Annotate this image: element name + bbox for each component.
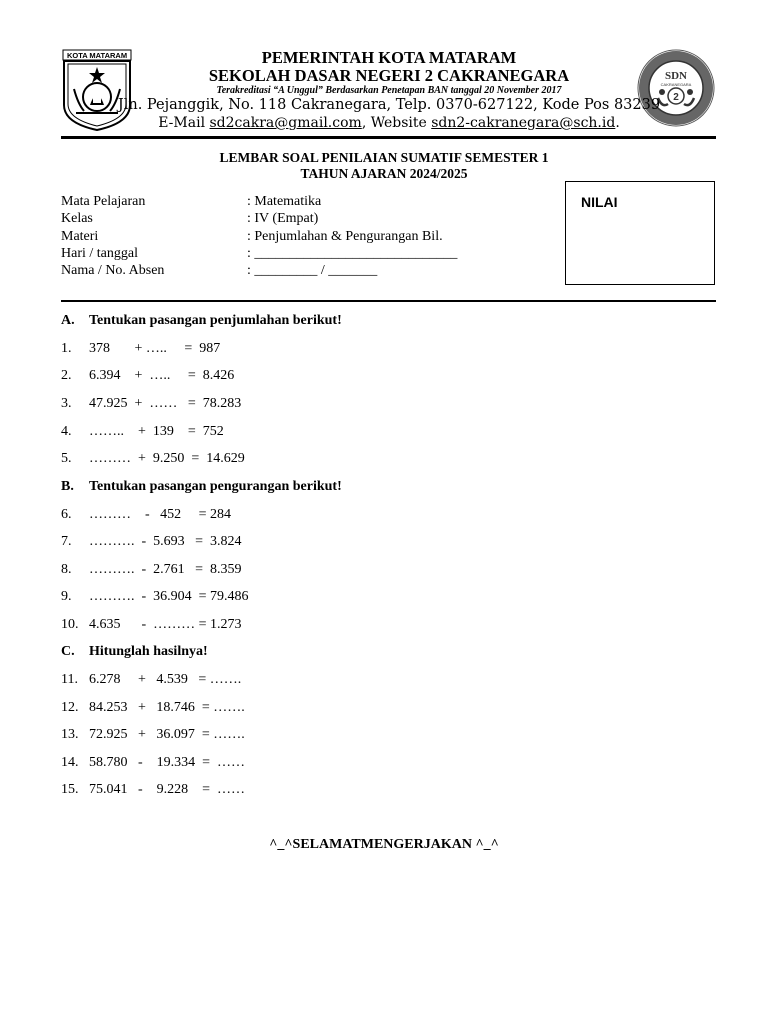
header-line-2: SEKOLAH DASAR NEGERI 2 CAKRANEGARA: [208, 66, 570, 85]
question-number: 2.: [61, 368, 72, 383]
section-instruction: Tentukan pasangan pengurangan berikut!: [89, 479, 342, 494]
header-divider: [61, 136, 716, 139]
logo-right-num: 2: [673, 92, 679, 103]
info-label: Mata Pelajaran: [61, 194, 146, 209]
logo-left-text: KOTA MATARAM: [66, 51, 128, 60]
question-number: 7.: [61, 534, 72, 549]
contact-line: [10, 115, 768, 131]
info-label: Kelas: [61, 211, 93, 227]
question-text: …….. + 139 = 752: [89, 424, 224, 439]
question-number: 13.: [61, 727, 79, 742]
address-text: Jln. Pejanggik, No. 118 Cakranegara, Telp. 0370-627122, Kode Pos 83239: [117, 97, 661, 113]
logo-right-sub: CAKRANEGARA: [660, 82, 692, 87]
section-letter: C.: [61, 644, 75, 659]
question-text: 47.925 + …… = 78.283: [89, 396, 242, 411]
question-number: 12.: [61, 700, 79, 715]
header-line-1: PEMERINTAH KOTA MATARAM: [261, 48, 517, 67]
question-text: 6.394 + ….. = 8.426: [89, 368, 235, 383]
info-value: : Matematika: [247, 194, 322, 209]
question-number: 4.: [61, 424, 72, 439]
question-number: 15.: [61, 782, 79, 797]
question-number: 8.: [61, 562, 72, 577]
info-label: Materi: [61, 228, 99, 244]
section-instruction: Tentukan pasangan penjumlahan berikut!: [89, 313, 342, 328]
website-link[interactable]: sdn2-cakranegara@sch.id: [431, 115, 616, 131]
info-value: : Penjumlahan & Pengurangan Bil.: [247, 228, 443, 244]
name-field[interactable]: : _________ / _______: [247, 263, 378, 279]
question-text: 72.925 + 36.097 = …….: [89, 727, 245, 742]
question-number: 14.: [61, 755, 79, 770]
question-text: 58.780 - 19.334 = ……: [89, 755, 246, 770]
question-text: 6.278 + 4.539 = …….: [89, 672, 242, 687]
closing-message: ^_^SELAMATMENGERJAKAN ^_^: [269, 837, 499, 852]
question-text: ………. - 36.904 = 79.486: [89, 589, 249, 604]
sheet-title: LEMBAR SOAL PENILAIAN SUMATIF SEMESTER 1: [219, 150, 549, 165]
question-text: ……… + 9.250 = 14.629: [89, 451, 245, 466]
question-number: 1.: [61, 341, 72, 356]
question-number: 11.: [61, 672, 78, 687]
question-text: ………. - 5.693 = 3.824: [89, 534, 242, 549]
info-value: : IV (Empat): [247, 211, 319, 227]
website-label: , Website: [361, 115, 432, 131]
email-link[interactable]: sd2cakra@gmail.com: [209, 115, 362, 131]
section-instruction: Hitunglah hasilnya!: [89, 644, 208, 659]
content-divider: [61, 300, 716, 302]
question-text: 84.253 + 18.746 = …….: [89, 700, 245, 715]
question-number: 10.: [61, 617, 79, 632]
accreditation-text: Terakreditasi “A Unggul” Berdasarkan Penetapan BAN tanggal 20 November 2017: [216, 85, 562, 96]
info-label: Hari / tanggal: [61, 245, 138, 261]
question-number: 9.: [61, 589, 72, 604]
email-label: E-Mail: [158, 115, 210, 131]
question-text: ………. - 2.761 = 8.359: [89, 562, 242, 577]
question-number: 5.: [61, 451, 72, 466]
question-text: 378 + ….. = 987: [89, 341, 221, 356]
score-box[interactable]: [565, 181, 715, 285]
question-text: ……… - 452 = 284: [89, 507, 232, 522]
question-text: 75.041 - 9.228 = ……: [89, 782, 246, 797]
logo-right-text: SDN: [664, 70, 688, 82]
info-label: Nama / No. Absen: [61, 263, 165, 279]
section-letter: A.: [61, 313, 75, 328]
question-number: 3.: [61, 396, 72, 411]
score-label: NILAI: [581, 194, 618, 210]
school-year: TAHUN AJARAN 2024/2025: [300, 166, 468, 181]
contact-end: .: [615, 115, 620, 131]
section-letter: B.: [61, 479, 74, 494]
question-text: 4.635 - ……… = 1.273: [89, 617, 242, 632]
date-field[interactable]: : _____________________________: [247, 245, 458, 261]
question-number: 6.: [61, 507, 72, 522]
